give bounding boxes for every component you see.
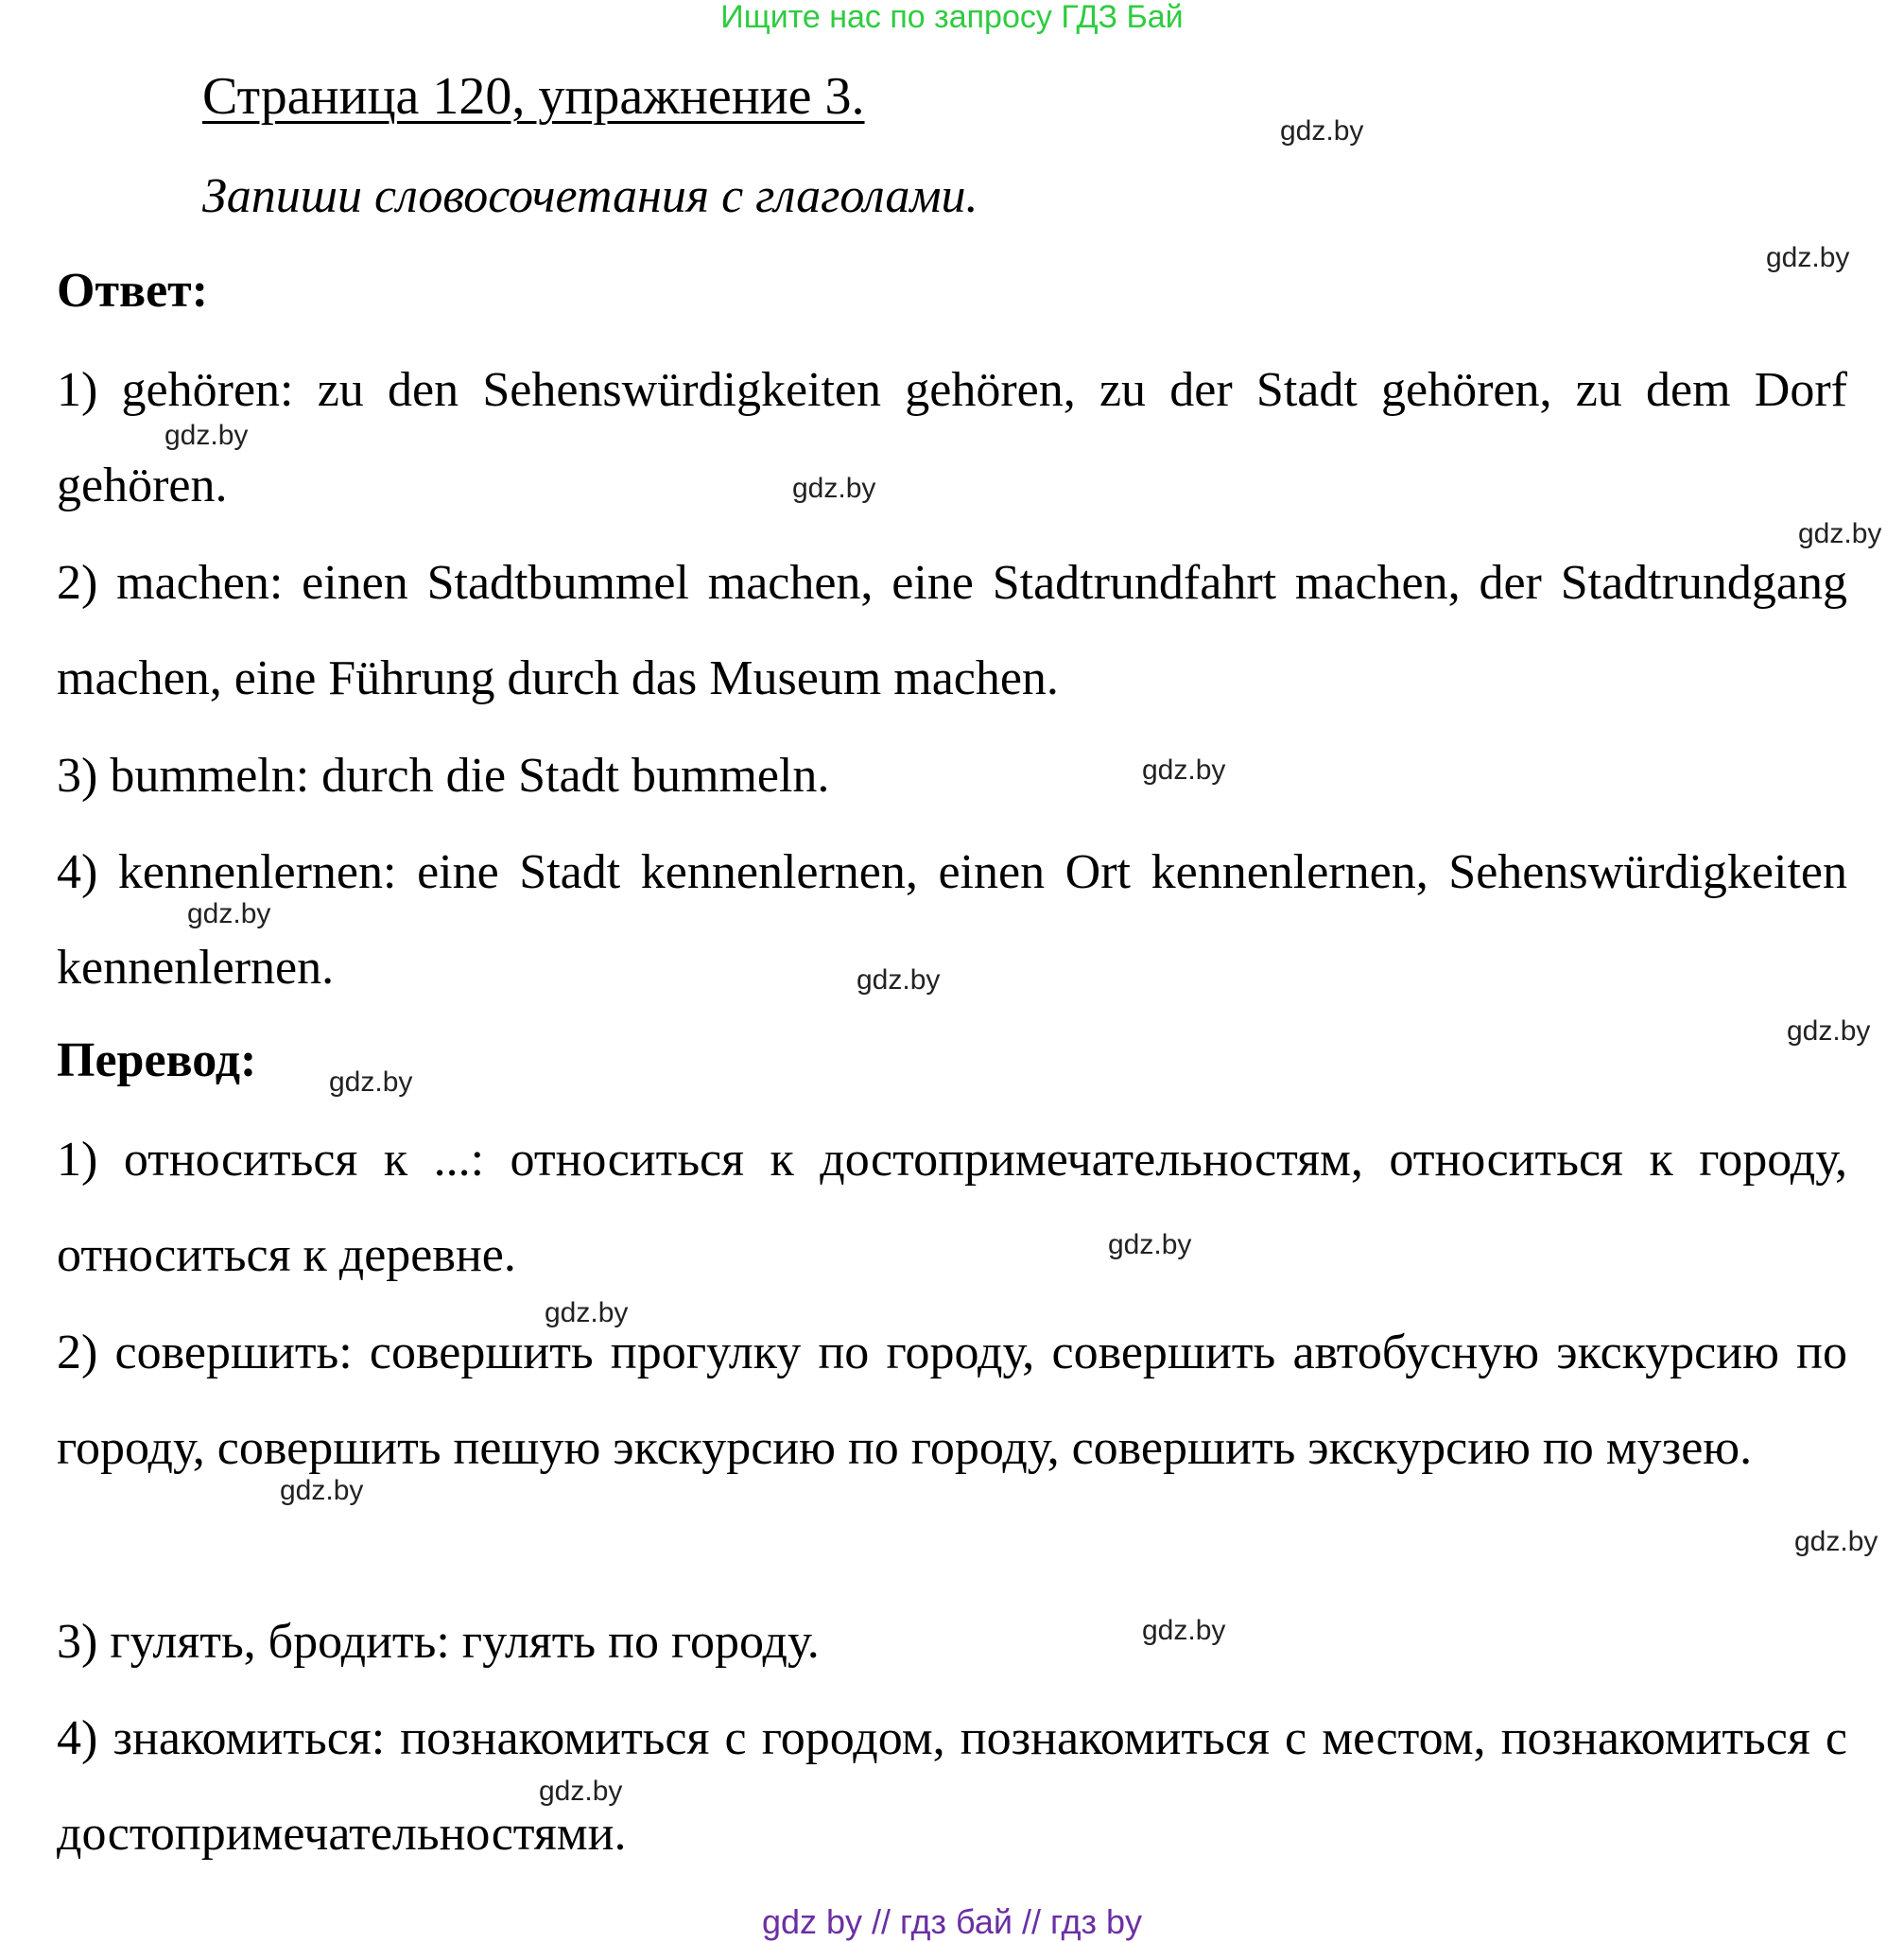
answer-item-3: 3) bummeln: durch die Stadt bummeln. bbox=[57, 749, 830, 803]
answer-item-1: 1) gehören: zu den Sehenswürdigkeiten gehören, zu der Stadt gehören, zu dem Dorf gehören. bbox=[57, 363, 1847, 512]
task-text: Запиши словосочетания с глаголами. bbox=[202, 169, 978, 223]
translation-item-3: 3) гулять, бродить: гулять по городу. bbox=[57, 1615, 820, 1669]
translation-item-1: 1) относиться к ...: относиться к достопримечательностям, относиться к городу, относиться к деревне. bbox=[57, 1133, 1847, 1282]
top-banner: Ищите нас по запросу ГДЗ Бай bbox=[720, 0, 1184, 35]
translation-heading: Перевод: bbox=[57, 1033, 257, 1087]
watermark: gdz.by bbox=[280, 1475, 364, 1506]
watermark: gdz.by bbox=[539, 1776, 623, 1807]
answer-item-4: 4) kennenlernen: eine Stadt kennenlernen, einen Ort kennenlernen, Sehenswürdigkeiten kennenlernen. bbox=[57, 845, 1847, 995]
watermark: gdz.by bbox=[545, 1297, 629, 1328]
watermark: gdz.by bbox=[329, 1066, 413, 1098]
watermark: gdz.by bbox=[857, 964, 941, 996]
watermark: gdz.by bbox=[164, 420, 249, 451]
watermark: gdz.by bbox=[1766, 242, 1850, 273]
watermark: gdz.by bbox=[1794, 1526, 1878, 1557]
watermark: gdz.by bbox=[792, 473, 876, 504]
answer-item-2: 2) machen: einen Stadtbummel machen, eine Stadtrundfahrt machen, der Stadtrundgang machen, eine Führung durch das Museum machen. bbox=[57, 556, 1847, 705]
watermark: gdz.by bbox=[1108, 1229, 1192, 1260]
watermark: gdz.by bbox=[1280, 115, 1364, 147]
translation-item-2: 2) совершить: совершить прогулку по городу, совершить автобусную экскурсию по городу, совершить пешую экскурсию по городу, совершить экскурсию по музею. bbox=[57, 1326, 1847, 1475]
footer-links: gdz by // гдз бай // гдз by bbox=[761, 1902, 1143, 1941]
page-title: Страница 120, упражнение 3. bbox=[202, 67, 865, 126]
watermark: gdz.by bbox=[1142, 1615, 1226, 1646]
translation-item-4: 4) знакомиться: познакомиться с городом, познакомиться с местом, познакомиться с достопримечательностями. bbox=[57, 1711, 1847, 1861]
watermark: gdz.by bbox=[1142, 754, 1226, 786]
answer-heading: Ответ: bbox=[57, 264, 209, 318]
watermark: gdz.by bbox=[1787, 1015, 1871, 1047]
watermark: gdz.by bbox=[187, 898, 271, 929]
watermark: gdz.by bbox=[1798, 518, 1882, 549]
